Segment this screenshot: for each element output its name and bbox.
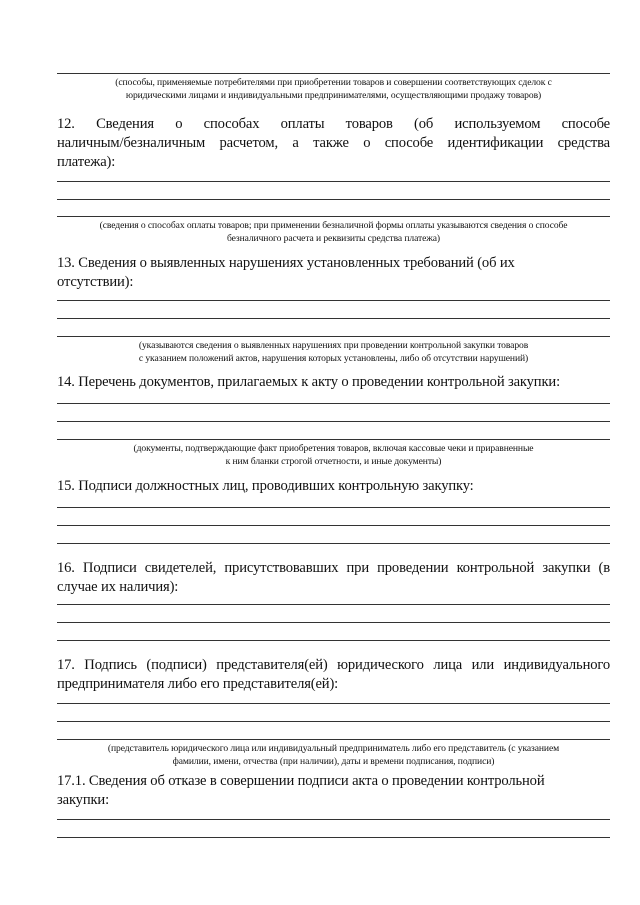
caption-payment-methods-used [57, 76, 610, 102]
heading-line: платежа): [57, 154, 116, 170]
heading-line: 17. Подпись (подписи) представителя(ей) юридического лица или индивидуального [57, 657, 610, 673]
fill-line [57, 421, 610, 422]
fill-line [57, 819, 610, 820]
section-14-caption [57, 442, 610, 468]
caption-line: (способы, применяемые потребителями при приобретении товаров и совершении соответствующих сделок с [115, 77, 552, 88]
heading-line: наличным/безналичным расчетом, а также о способе идентификации средства [57, 135, 610, 151]
heading-line: предпринимателя либо его представителя(ей): [57, 676, 339, 692]
heading-line: закупки: [57, 792, 109, 808]
fill-line [57, 507, 610, 508]
heading-line: 12. Сведения о способах оплаты товаров (об используемом способе [57, 116, 610, 132]
section-15-heading [57, 477, 610, 496]
heading-line: 15. Подписи должностных лиц, проводивших контрольную закупку: [57, 478, 474, 494]
caption-line: с указанием положений актов, нарушения которых установлены, либо об отсутствии нарушений) [138, 353, 529, 364]
fill-line [57, 403, 610, 404]
caption-line: (представитель юридического лица или индивидуальный предприниматель либо его представитель (с указанием [107, 743, 560, 754]
caption-line: (документы, подтверждающие факт приобретения товаров, включая кассовые чеки и приравненные [133, 443, 534, 454]
heading-line: 17.1. Сведения об отказе в совершении подписи акта о проведении контрольной [57, 773, 545, 789]
fill-line [57, 703, 610, 704]
fill-line [57, 525, 610, 526]
fill-line [57, 181, 610, 182]
fill-line [57, 439, 610, 440]
section-17-caption [57, 742, 610, 768]
caption-line: юридическими лицами и индивидуальными предпринимателями, осуществляющими продажу товаров) [125, 90, 542, 101]
heading-line: 14. Перечень документов, прилагаемых к акту о проведении контрольной закупки: [57, 374, 560, 390]
fill-line [57, 640, 610, 641]
caption-line: фамилии, имени, отчества (при наличии), даты и времени подписания, подписи) [172, 756, 495, 767]
heading-line: 16. Подписи свидетелей, присутствовавших при проведении контрольной закупки (в [57, 560, 610, 576]
fill-line [57, 721, 610, 722]
section-13-heading [57, 254, 610, 292]
fill-line [57, 336, 610, 337]
section-17-1-heading [57, 772, 610, 810]
fill-line [57, 216, 610, 217]
fill-line [57, 622, 610, 623]
section-17-heading [57, 656, 610, 694]
section-16-heading [57, 559, 610, 597]
fill-line [57, 543, 610, 544]
section-12-heading [57, 115, 610, 172]
caption-line: к ним бланки строгой отчетности, и иные документы) [225, 456, 442, 467]
fill-line [57, 199, 610, 200]
section-14-heading [57, 373, 610, 392]
caption-line: (указываются сведения о выявленных нарушениях при проведении контрольной закупки товаров [138, 340, 529, 351]
heading-line: отсутствии): [57, 274, 134, 290]
caption-line: безналичного расчета и реквизиты средства платежа) [226, 233, 441, 244]
section-12-caption [57, 219, 610, 245]
fill-line [57, 604, 610, 605]
fill-line [57, 739, 610, 740]
fill-line [57, 318, 610, 319]
fill-line [57, 300, 610, 301]
heading-line: случае их наличия): [57, 579, 179, 595]
caption-line: (сведения о способах оплаты товаров; при применении безналичной формы оплаты указываются сведения о способе [99, 220, 568, 231]
section-13-caption [57, 339, 610, 365]
fill-line [57, 837, 610, 838]
heading-line: 13. Сведения о выявленных нарушениях установленных требований (об их [57, 255, 515, 271]
signature-line [57, 73, 610, 74]
